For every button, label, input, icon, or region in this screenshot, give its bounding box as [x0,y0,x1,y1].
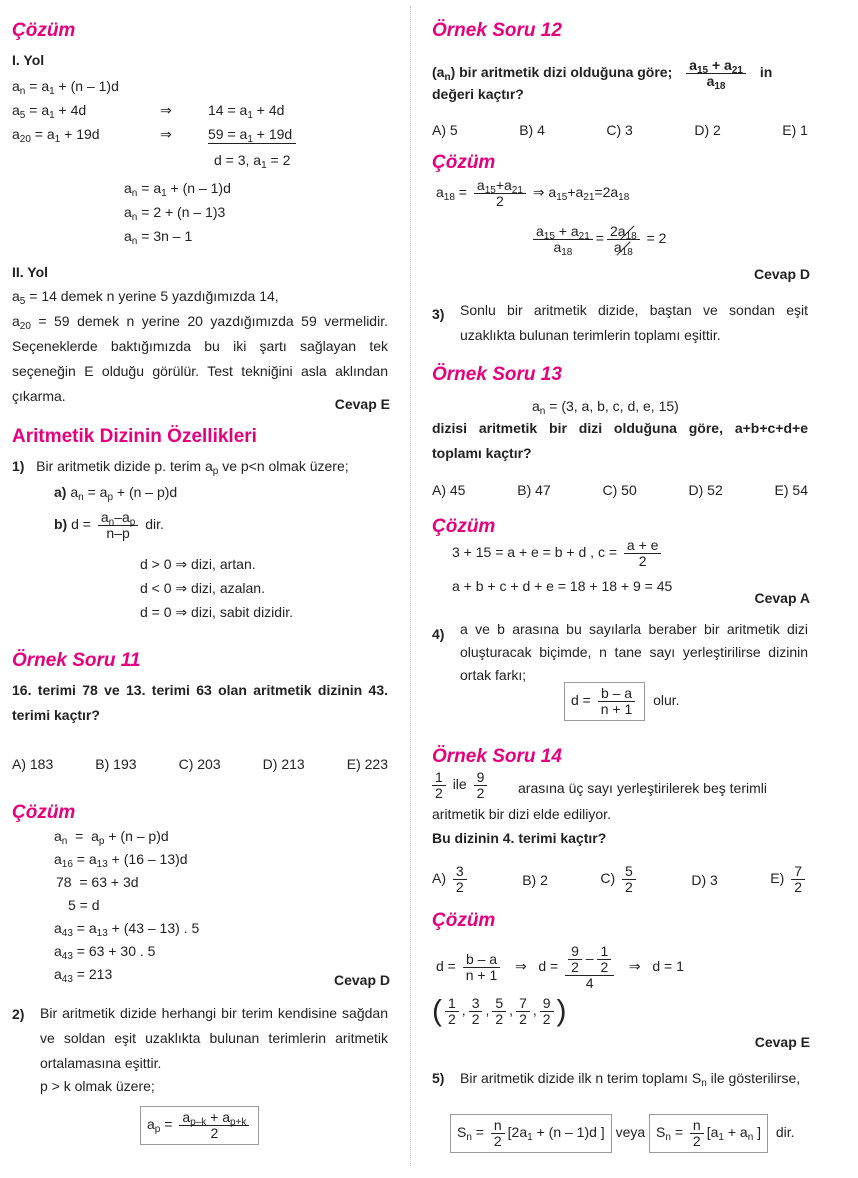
option-d[interactable]: D) 3 [691,872,718,888]
formula-line: 78 = 63 + 3d [56,874,139,890]
option-d[interactable]: D) 2 [694,122,721,138]
option-a[interactable]: A) $\frac{3}{2}$ [432,864,470,895]
implies-symbol: ⇒ [160,102,172,118]
formula-line: d = $\frac{b - a}{n + 1}$ ⇒ d = $\frac{9}{2}$ – $\frac{1}{2}$ 4 ⇒ d = 1 [436,943,684,991]
formula-result: d = 3, $a_1 = 2$ [214,152,291,171]
property-text: a ve b arasına bu sayılarla beraber bir aritmetik dizi oluşturacak biçimde, n tane sayı yerleştirilirse dizinin ortak farkı; [460,621,808,683]
question-part: ile [452,776,467,793]
property-number [432,306,444,323]
answer-options [432,122,808,138]
formula-line: $a_{43} = 63 + 30$ . 5 [54,943,156,962]
option-e[interactable]: E) 223 [346,756,388,772]
formula-line: $a_{43} = 213$ [54,966,113,985]
column-divider [410,6,411,1166]
question-text: $(a_n)$ bir aritmetik dizi olduğuna göre; $\frac{a_{15} + a_{21}}{a_{18}}$ in [432,57,773,92]
property-text: Sonlu bir aritmetik dizide, baştan ve sondan eşit uzaklıkta bulunan terimlerin toplamı eşittir. [460,302,808,343]
option-e[interactable]: E) 1 [782,122,808,138]
property-text: Bir aritmetik dizide herhangi bir terim kendisine sağdan ve soldan eşit uzaklıkta bulunan terimlerin aritmetik ortalamasına eşittir. [40,1005,388,1071]
property-number: 3) [432,306,445,322]
question-text: dizisi aritmetik bir dizi olduğuna göre, a+b+c+d+e toplamı kaçtır? [432,420,808,461]
formula-line: $a_5 = a_1 + 4d$ [12,102,87,121]
formula-row [450,1114,795,1153]
yol2-text: $a_5 = 14$ demek n yerine 5 yazdığımızda 14, $a_{20} = 59$ demek n yerine 20 yazdığımızda 59 vermelidir. Seçeneklerde baktığımızda bu iki şartı sağlayan tek seçeneğin E olduğu görülür. Test tekniğini asla aklından çıkarma. [12,288,388,404]
property-text: Bir aritmetik dizide p. terim a [36,458,213,474]
option-a[interactable]: A) 45 [432,482,466,498]
property-text-part: Bir aritmetik dizide ilk n terim toplamı S [460,1070,702,1086]
yol2-heading: II. Yol [12,264,49,280]
formula-line: 3 + 15 = a + e = b + d , c = $\frac{a + e}{2}$ [452,538,664,569]
formula-line: a + b + c + d + e = 18 + 18 + 9 = 45 [452,578,673,594]
property-number [12,1006,24,1023]
question-text: Bu dizinin 4. terimi kaçtır? [432,830,607,846]
cozum-heading: Çözüm [12,802,76,823]
option-b[interactable]: B) 4 [519,122,545,138]
formula-box: d = $\frac{b - a}{n + 1}$ [564,682,645,721]
option-c[interactable]: C) 203 [178,756,221,772]
question-part: arasına üç sayı yerleştirilerek beş terimli [518,780,767,796]
formula-box-row [564,682,680,721]
option-b[interactable]: B) 193 [95,756,137,772]
property-text: ve p<n olmak üzere; [222,458,349,474]
item-label: b) [54,516,68,533]
answer-options [12,756,388,772]
connector-text: veya [615,1124,646,1141]
question-text: 16. terimi 78 ve 13. terimi 63 olan aritmetik dizinin 43. terimi kaçtır? [12,682,388,723]
section-title: Aritmetik Dizinin Özellikleri [12,426,257,447]
suffix-text: dir. [775,1124,795,1141]
formula-line: $a_{43} = a_{13} + (43 - 13)$ . 5 [54,920,200,939]
cozum-heading: Çözüm [432,152,496,173]
answer-label: Cevap A [754,590,810,606]
suffix-text: dir. [145,516,164,533]
example-heading: Örnek Soru 14 [432,746,562,767]
option-b[interactable]: B) 2 [522,872,548,888]
property-text-part: ile gösterilirse, [710,1070,801,1086]
answer-options [432,482,808,498]
formula-box: $S_n$ = $\frac{n}{2}$ [$a_1 + a_n$ ] [649,1114,768,1153]
item-label: a) [54,484,67,500]
formula-line: $a_n = a_p + (n - p)d$ [54,828,169,847]
question-text: $\frac{1}{2}$ ile $\frac{9}{2}$ [432,770,490,801]
formula-line: $a_{16} = a_{13} + (16 - 13)d$ [54,851,188,870]
cozum-heading: Çözüm [432,910,496,931]
cozum-heading: Çözüm [432,516,496,537]
answer-label: Cevap D [753,266,810,282]
option-e[interactable]: E) $\frac{7}{2}$ [770,864,808,895]
formula-line: $a_{18}$ = $\frac{a_{15}+a_{21}}{2}$ ⇒ $a_{15}+a_{21}=2a_{18}$ [436,177,630,209]
implies-symbol: ⇒ [160,126,172,142]
option-d[interactable]: D) 213 [262,756,305,772]
property-number: 1) [12,458,25,474]
example-heading: Örnek Soru 13 [432,364,562,385]
property-number [432,1070,444,1087]
formula-line: $a_n = 3n - 1$ [124,228,193,247]
formula-line: $a_n = 2 + (n - 1)3$ [124,204,226,223]
case-line: d < 0 ⇒ dizi, azalan. [140,580,265,596]
option-d[interactable]: D) 52 [688,482,723,498]
answer-label: Cevap E [754,1034,810,1050]
property-1b: b) d = $\frac{a_n-a_p}{n-p}$ dir. [54,509,164,541]
yol1-heading: I. Yol [12,52,45,68]
question-text: değeri kaçtır? [432,86,524,102]
answer-options [432,864,808,895]
property-1a: a) $a_n = a_p + (n - p)d$ [54,484,178,503]
option-a[interactable]: A) 5 [432,122,458,138]
option-c[interactable]: C) 3 [606,122,633,138]
option-c[interactable]: C) 50 [602,482,637,498]
formula-line: $a_{20} = a_1 + 19d$ [12,126,100,145]
question-part: aritmetik bir dizi elde ediliyor. [432,806,611,822]
property-1: 1) Bir aritmetik dizide p. terim $a_p$ ve p<n olmak üzere; [12,458,349,477]
formula-line: $\frac{a_{15} + a_{21}}{a_{18}}$ = $\frac{2a_{18}}{a_{18}}$ = 2 [530,224,666,255]
option-a[interactable]: A) 183 [12,756,54,772]
question-lead: bir aritmetik dizi olduğuna göre; [459,64,673,81]
property-number: 2) [12,1006,25,1022]
example-heading: Örnek Soru 11 [12,650,141,671]
cozum-heading: Çözüm [12,20,76,41]
option-b[interactable]: B) 47 [517,482,551,498]
example-heading: Örnek Soru 12 [432,20,562,41]
case-line: d > 0 ⇒ dizi, artan. [140,556,256,572]
property-number: 5) [432,1070,445,1086]
option-e[interactable]: E) 54 [774,482,808,498]
answer-label: Cevap E [334,396,390,412]
sequence-result: ( $\frac{1}{2}$ , $\frac{3}{2}$ , $\frac{5}{2}$ , $\frac{7}{2}$ , $\frac{9}{2}$ ) [432,994,567,1028]
case-line: d = 0 ⇒ dizi, sabit dizidir. [140,604,293,620]
solution-text: 3 + 15 = a + e = b + d , c = [452,544,618,561]
answer-label: Cevap D [333,972,390,988]
property-number [432,626,444,643]
property-condition: p > k olmak üzere; [40,1078,155,1094]
sequence-line: $a_n = (3$, a, b, c, d, e, 15) [532,398,679,417]
question-tail: in [759,64,773,81]
suffix-text: olur. [653,692,680,709]
formula-line: $59 = a_1 + 19d$ [208,126,296,144]
fraction: $\frac{a_n-a_p}{n-p}$ [98,510,139,541]
sequence-values: = (3, a, b, c, d, e, 15) [549,398,679,414]
property-text: Bir aritmetik dizide ilk n terim toplamı $S_n$ ile gösterilirse, [460,1070,801,1089]
formula-box: $S_n$ = $\frac{n}{2}$ [$2a_1 + (n - 1)d$ ] [450,1114,612,1153]
formula-line: $a_n = a_1 + (n - 1)d$ [124,180,231,199]
formula-line: 5 = d [68,897,100,913]
option-c[interactable]: C) $\frac{5}{2}$ [600,864,638,895]
property-number: 4) [432,626,445,642]
formula-line: $14 = a_1 + 4d$ [208,102,285,121]
formula-line: $a_n = a_1 + (n - 1)d$ [12,78,119,97]
formula-box: $a_p$ = $\frac{a_{p-k} + a_{p+k}}{2}$ [140,1106,259,1145]
